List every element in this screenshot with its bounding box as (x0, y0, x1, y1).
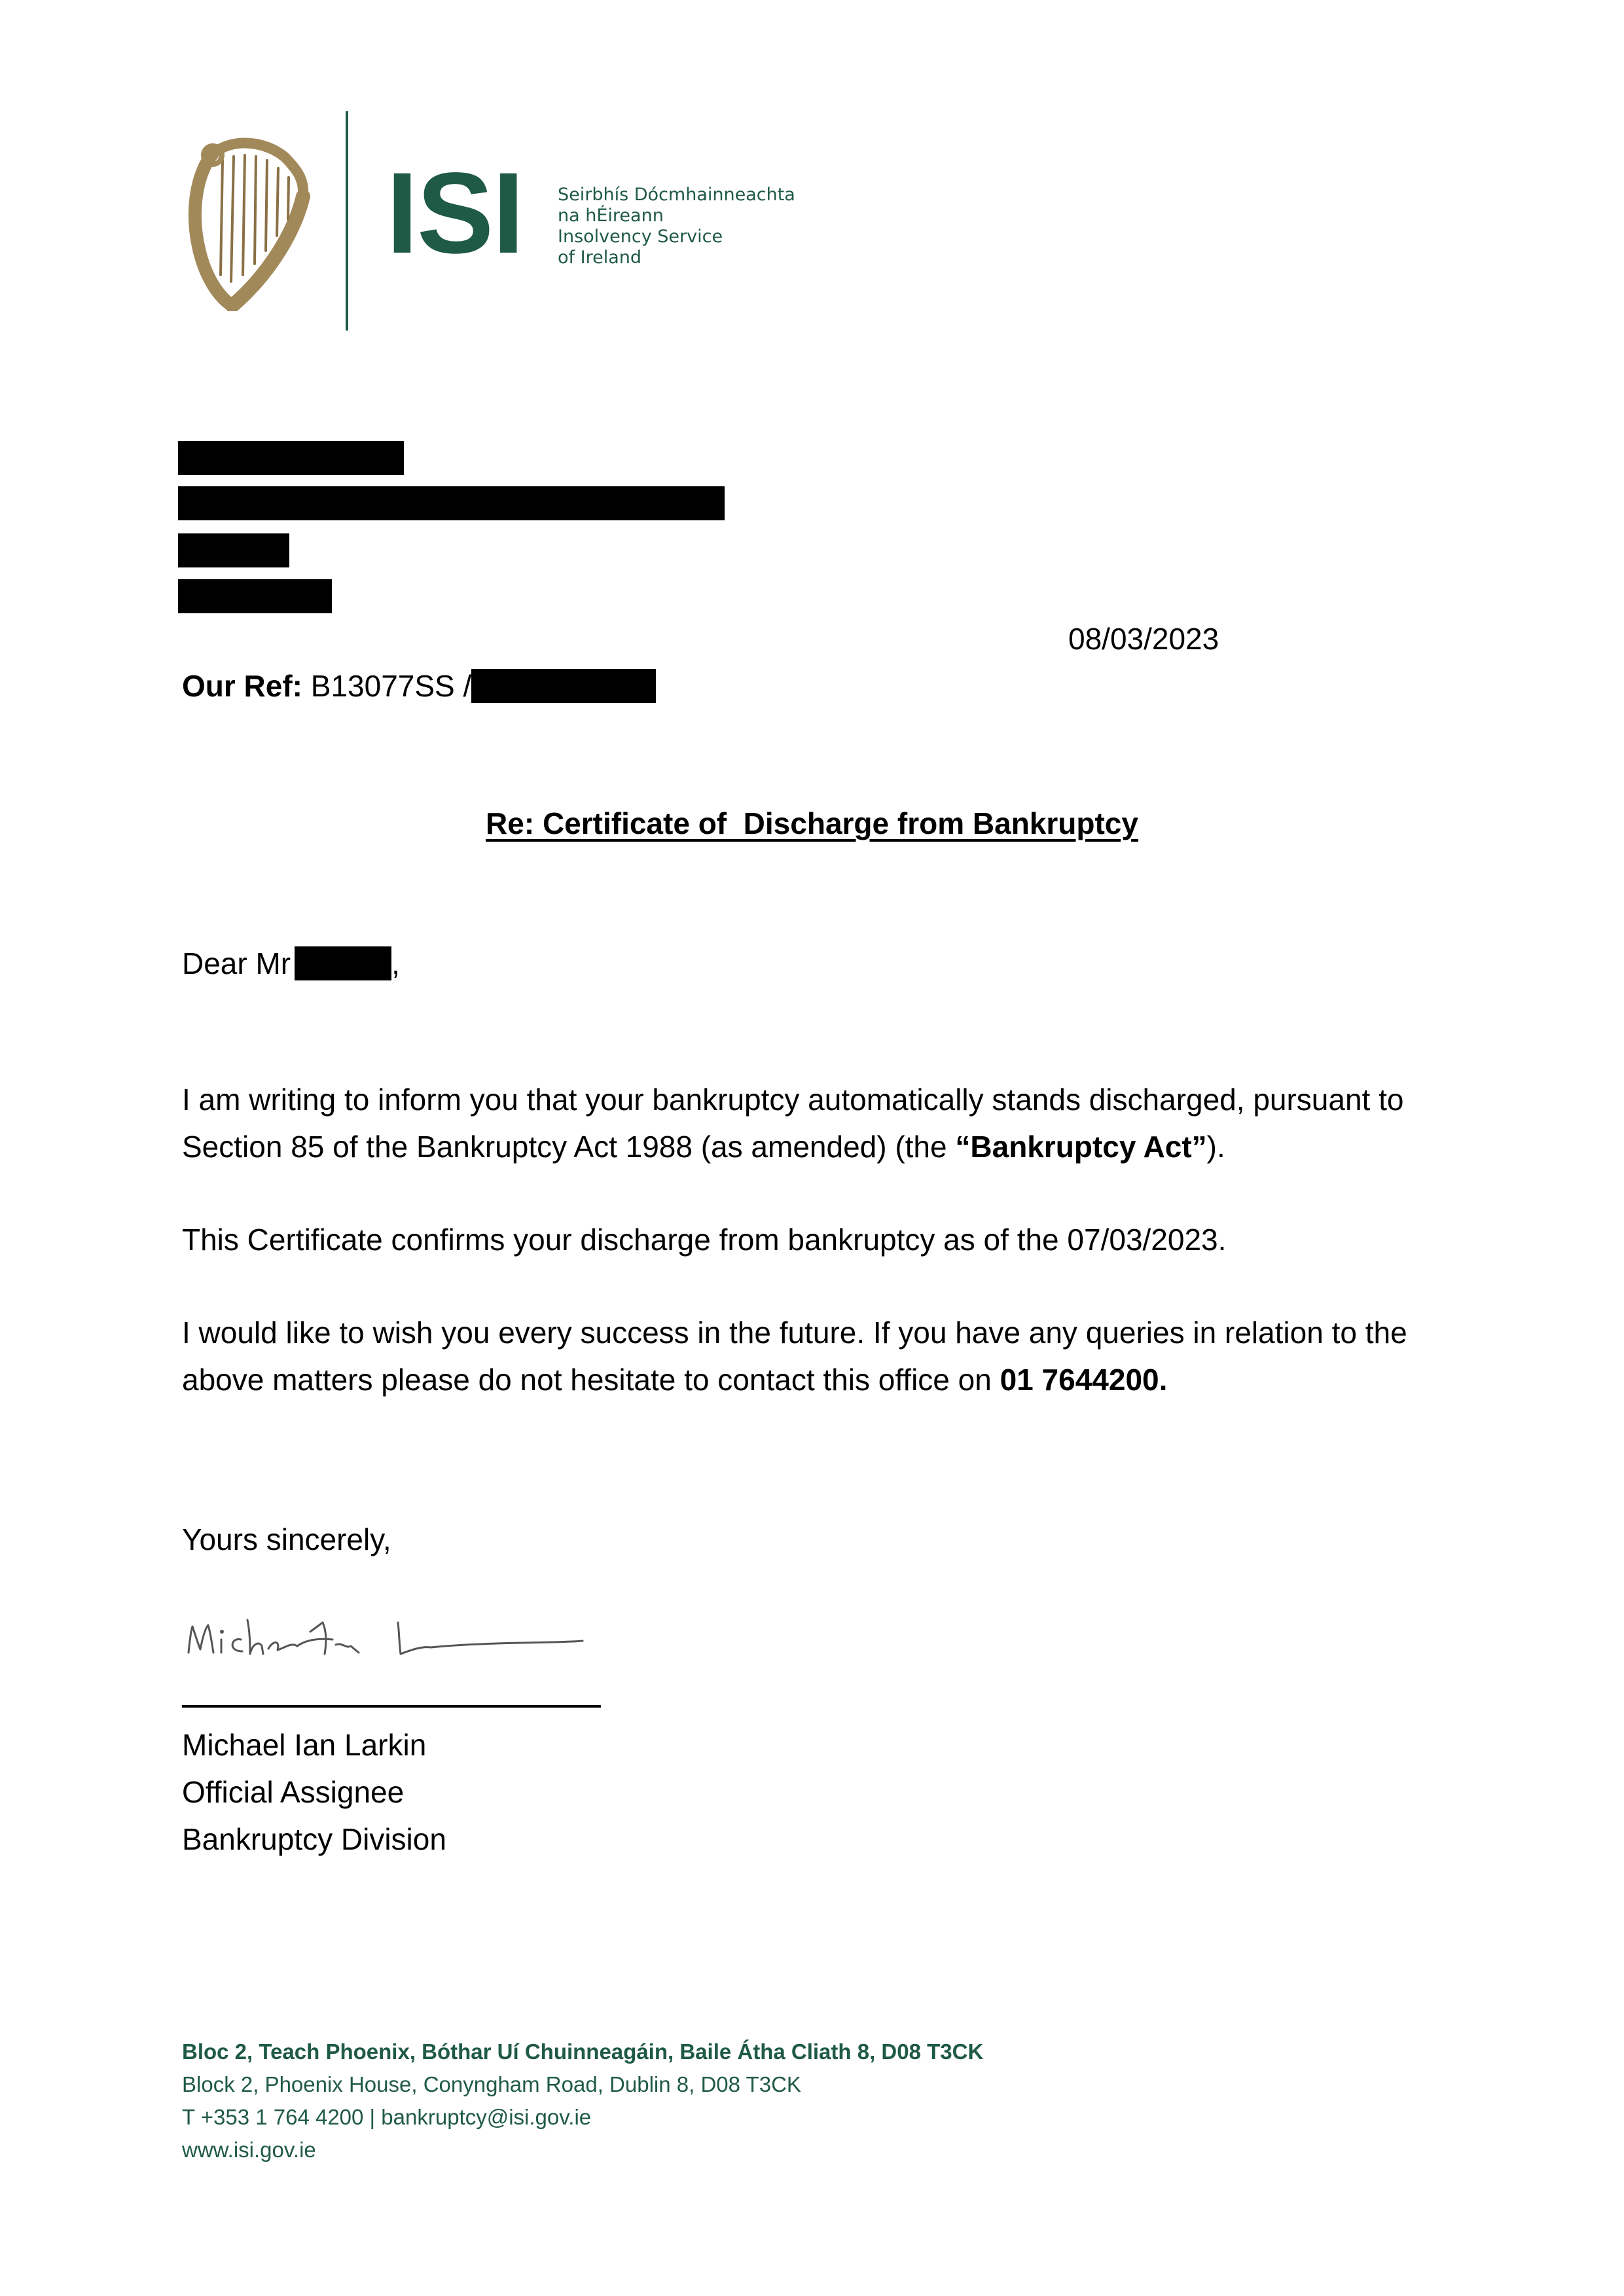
paragraph-3-line-1: I would like to wish you every success in the future. If you have any queries in relation to the (182, 1316, 1407, 1350)
org-name-line: Seirbhís Dócmhainneachta (558, 185, 795, 205)
signature-line (182, 1705, 601, 1708)
salutation-prefix: Dear Mr (182, 946, 291, 980)
paragraph-3-line-2 (182, 1356, 1167, 1403)
signer-division: Bankruptcy Division (182, 1822, 446, 1856)
paragraph-1-text: Section 85 of the Bankruptcy Act 1988 (as amended) (the (182, 1130, 956, 1164)
salutation (182, 940, 400, 987)
org-name-line: Insolvency Service (558, 226, 723, 247)
redacted-address-line (178, 533, 289, 567)
subject-heading: Re: Certificate of Discharge from Bankruptcy (486, 806, 1138, 840)
footer-irish-address: Bloc 2, Teach Phoenix, Bóthar Uí Chuinneagáin, Baile Átha Cliath 8, D08 T3CK (182, 2039, 984, 2064)
redacted-address-line (178, 441, 404, 475)
contact-phone: 01 7644200. (1000, 1363, 1168, 1397)
paragraph-1-line-1: I am writing to inform you that your bankruptcy automatically stands discharged, pursuant to (182, 1083, 1404, 1117)
closing: Yours sincerely, (182, 1522, 391, 1556)
redacted-name (295, 946, 391, 980)
redacted-address-line (178, 486, 725, 520)
organisation-name (558, 185, 795, 268)
redacted-reference (471, 669, 656, 703)
reference-label: Our Ref: (182, 669, 302, 703)
footer-address: Block 2, Phoenix House, Conyngham Road, Dublin 8, D08 T3CK (182, 2072, 801, 2096)
paragraph-3-text: above matters please do not hesitate to contact this office on (182, 1363, 1000, 1397)
org-name-line: of Ireland (558, 247, 641, 268)
org-name-line: na hÉireann (558, 206, 664, 226)
paragraph-2: This Certificate confirms your discharge from bankruptcy as of the 07/03/2023. (182, 1223, 1227, 1257)
signer-name: Michael Ian Larkin (182, 1728, 427, 1762)
reference-value: B13077SS / (302, 669, 472, 703)
signer-title: Official Assignee (182, 1775, 405, 1809)
redacted-address-line (178, 579, 332, 613)
salutation-suffix: , (391, 946, 400, 980)
bankruptcy-act-term: “Bankruptcy Act” (955, 1130, 1207, 1164)
reference-line (182, 662, 656, 709)
logo-divider (346, 111, 348, 331)
isi-wordmark: ISI (386, 149, 524, 278)
paragraph-1-end: ). (1206, 1130, 1225, 1164)
harp-emblem-icon (187, 134, 311, 311)
footer-website: www.isi.gov.ie (182, 2138, 316, 2162)
handwritten-signature (182, 1594, 588, 1666)
footer-contact: T +353 1 764 4200 | bankruptcy@isi.gov.ie (182, 2105, 592, 2129)
letter-date: 08/03/2023 (1068, 622, 1219, 656)
paragraph-1-line-2 (182, 1123, 1225, 1170)
